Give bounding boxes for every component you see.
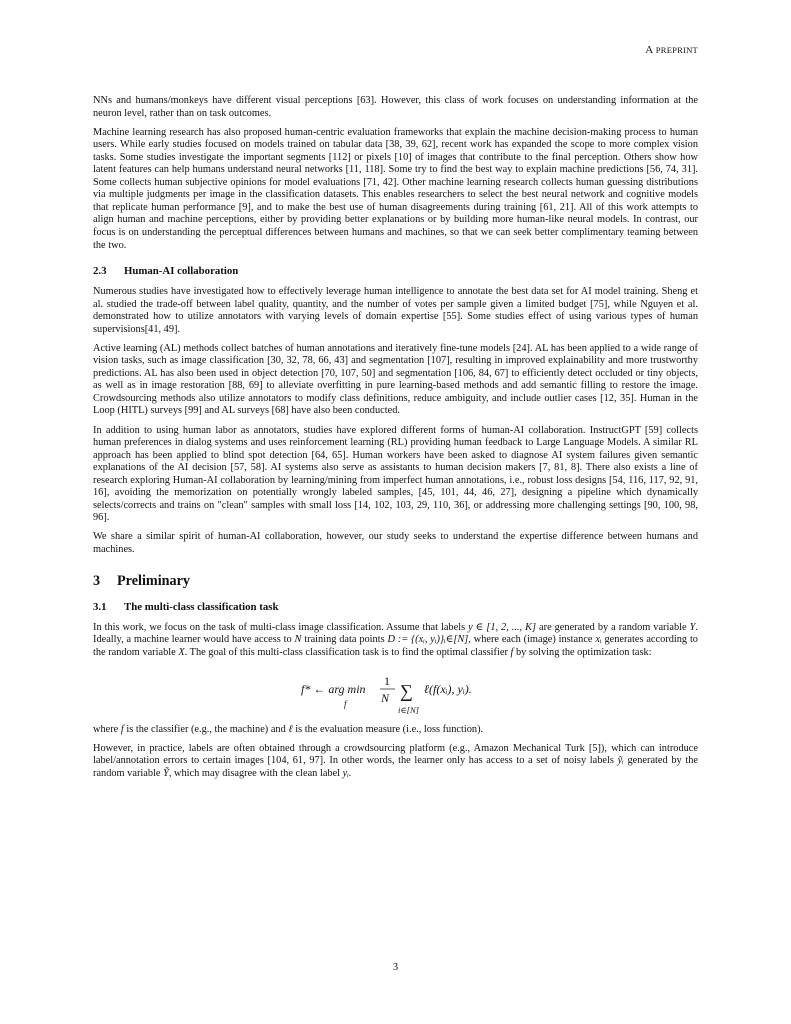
text-run: is the classifier (e.g., the machine) and (126, 723, 286, 735)
paragraph-noisy-labels (93, 743, 698, 781)
math-variable-X: X (178, 646, 185, 658)
equation-lhs: f* ← arg min (301, 681, 366, 696)
text-run: generates according to the random variable (93, 634, 698, 658)
equation-body: ℓ(f(xᵢ), yᵢ). (424, 681, 472, 696)
text-run: However, in practice, labels are often obtained through a crowdsourcing platform (e.g., Amazon Mechanical Turk [5]), which can introduce label/annotation errors to certain images [104, 61, 97]. In other words, the learner only has access to a set of noisy labels (93, 742, 698, 767)
equation-frac-num: 1 (384, 673, 390, 688)
section-title: Preliminary (117, 572, 191, 589)
math-loss-ell: ℓ (288, 723, 293, 735)
text-run: where (93, 723, 119, 735)
paragraph-task-definition (93, 622, 698, 660)
page-number: 3 (392, 962, 399, 973)
text-run: where each (image) instance (473, 634, 593, 646)
text-run: In this work, we focus on the task of multi-class image classification. Assume that labels (93, 621, 466, 633)
math-noisy-variable: Ỹ (163, 767, 169, 779)
text-run: . Ideally, a machine learner would have access to (93, 621, 698, 646)
equation-optimization (93, 666, 698, 720)
paragraph-active-learning: Active learning (AL) methods collect batches of human annotations and iteratively fine-tune models [24]. AL has been applied to a wide range of vision tasks, such as image classification [30, 32, 78, 66, 43] and segmentation [107], resulting in improved explainability and more trustworthy predictions. AL has also been used in object detection [70, 107, 50] and segmentation [106, 84, 67] to efficiently detect occluded or tiny objects, as well as in image restoration [88, 69] to alleviate overfitting in pure learning-based methods and add semantic filling to restore the image. Crowdsourcing methods also utilize annotators to modify class definitions, reduce ambiguity, and include outlier cases [12, 35]. Human in the Loop (HITL) surveys [99] and AL surveys [68] have also been conducted. (93, 342, 698, 417)
text-run: are generated by a random variable (539, 621, 687, 633)
math-clean-label: yᵢ. (342, 767, 352, 779)
section-heading-2-3 (93, 265, 698, 277)
equation-sum-sub: i∈[N] (398, 704, 419, 715)
equation-frac-den: N (381, 690, 390, 705)
paragraph-shared-spirit: We share a similar spirit of human-AI collaboration, however, our study seeks to understand the expertise difference between humans and machines. (93, 531, 698, 555)
math-variable-f: f (510, 646, 514, 658)
section-heading-3 (93, 573, 698, 590)
running-header (645, 44, 698, 56)
text-run: is the evaluation measure (i.e., loss function). (295, 723, 484, 735)
math-variable-xi: xᵢ (595, 634, 602, 646)
math-variable-f: f (120, 723, 124, 735)
section-title: Human-AI collaboration (124, 265, 239, 278)
header-rest: PREPRINT (655, 45, 698, 55)
section-heading-3-1 (93, 601, 698, 613)
paragraph-human-centric-evaluation: Machine learning research has also proposed human-centric evaluation frameworks that explain the machine decision-making process to human users. While early studies focused on models trained on tabular data [38, 39, 62], recent work has expanded the scope to more complex vision tasks. Some studies investigate the important segments [112] or pixels [10] of images that contribute to the final perception. Others show how latent features can help humans understand neural networks [11, 118]. Some try to find the best way to explain machine predictions [56, 74, 31]. Some collects human subjective opinions for model evaluations [71, 42]. Other machine learning research collects human guessing distributions via multiple judgments per image in the classification datasets. This enables researchers to select the best neural network and cognitive models that replicate human performance [9], and to make the best use of human disagreements during training [61, 21]. All of this work attempts to align human and machine perceptions, either by providing better explanations or by building more human-like neural models. In contrast, our focus is on understanding the perceptual differences between humans and machines, so that we can seek better complimentary teaming between the two. (93, 126, 698, 251)
page-body (93, 95, 698, 787)
math-dataset: D := {(xᵢ, yᵢ)}ᵢ∈[N], (387, 634, 471, 646)
math-variable-Y: Y (689, 621, 696, 633)
section-number: 3.1 (93, 600, 107, 613)
header-initial: A (645, 44, 653, 56)
text-run: training data points (304, 634, 385, 646)
text-run: . The goal of this multi-class classification task is to find the optimal classifier (184, 646, 508, 658)
equation-graphic (93, 666, 698, 720)
section-title: The multi-class classification task (124, 600, 279, 613)
paragraph-classifier-note (93, 724, 698, 737)
paragraph-annotation-studies: Numerous studies have investigated how to effectively leverage human intelligence to annotate the best data set for AI model training. Sheng et al. studied the trade-off between label quality, quantity, and the number of votes per sample given a limited budget [75], while Nguyen et al. demonstrated how to utilize annotators with varying levels of domain expertise [55]. Some studies effect of using various types of human supervisions[41, 49]. (93, 286, 698, 335)
math-labels: y ∈ [1, 2, ..., K] (468, 621, 537, 633)
math-noisy-label: ỹᵢ (617, 755, 624, 767)
math-variable-N: N (294, 634, 302, 646)
section-number: 2.3 (93, 265, 107, 278)
text-run: , which may disagree with the clean label (168, 767, 341, 779)
paragraph-neuron-level: NNs and humans/monkeys have different visual perceptions [63]. However, this class of work focuses on understanding information at the neuron level, rather than on task outcomes. (93, 95, 698, 119)
section-number: 3 (93, 572, 101, 589)
equation-argmin-sub: f (344, 698, 347, 709)
text-run: generated by the random variable (93, 755, 698, 779)
text-run: by solving the optimization task: (515, 646, 652, 658)
paragraph-human-ai-forms: In addition to using human labor as annotators, studies have explored different forms of human-AI collaboration. InstructGPT [59] collects human preferences in dialog systems and uses reinforcement learning (RL) providing human feedback to Large Language Models. A similar RL approach has been applied to blind spot detection [64, 65]. Human workers have been asked to diagnose AI system failures given semantic explanations of the AI decision [57, 58]. AI systems also serve as assistants to human decision makers [7, 81, 8]. There also exists a line of research exploring Human-AI collaboration by learning/mining from imperfect human annotations, i.e., robust loss designs [54, 116, 117, 92, 91, 16], avoiding the memorization on potentially wrongly labeled samples, [45, 101, 44, 46, 27], designing a pipeline which dynamically selects/corrects and trains on "clean" samples with small loss [14, 102, 103, 29, 110, 36], or addressing more challenging settings [90, 100, 98, 96]. (93, 424, 698, 524)
equation-sum: ∑ (400, 680, 413, 701)
